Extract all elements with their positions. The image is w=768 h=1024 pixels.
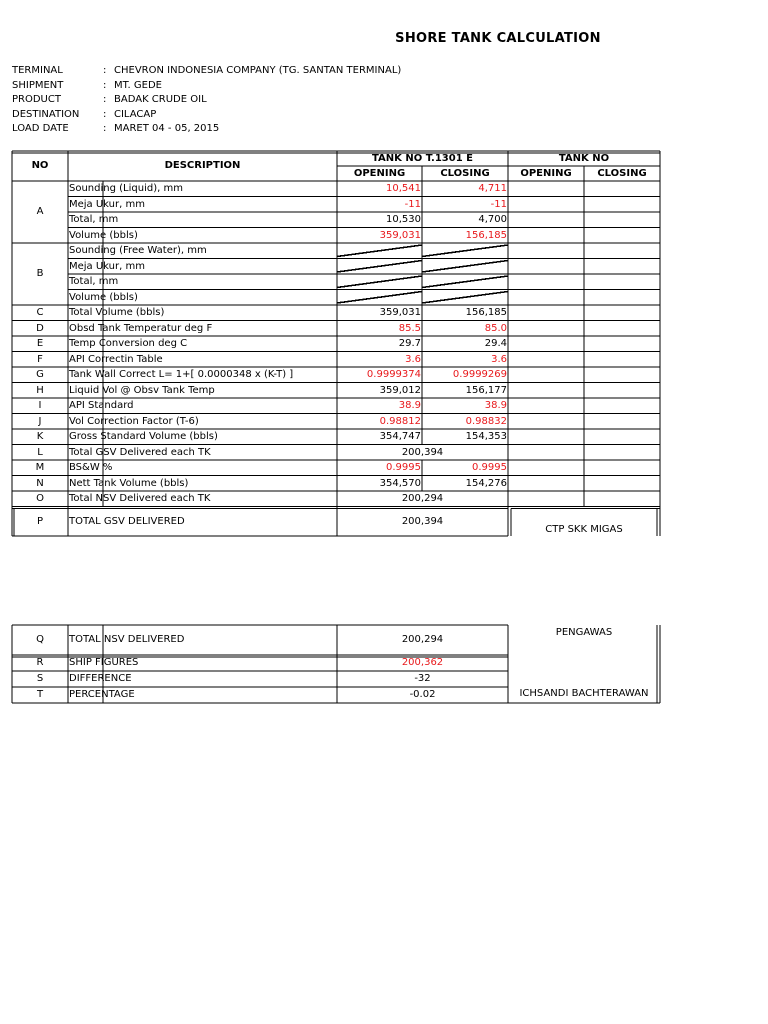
opening-value: 85.5 — [398, 322, 421, 334]
hatch-line — [337, 276, 422, 288]
opening-value: 354,570 — [379, 477, 421, 489]
row-description: PERCENTAGE — [69, 689, 135, 700]
row-number: H — [36, 384, 44, 396]
meta-colon: : — [103, 80, 107, 91]
pengawas-name: ICHSANDI BACHTERAWAN — [519, 688, 649, 699]
opening-value: 10,541 — [386, 183, 421, 194]
row-description: Total GSV Delivered each TK — [69, 446, 211, 458]
closing-value: -11 — [490, 198, 507, 210]
meta-label: LOAD DATE — [12, 123, 69, 134]
opening-value: 0.9995 — [386, 462, 421, 473]
closing-value: 0.9995 — [472, 462, 507, 473]
meta-value: MARET 04 - 05, 2015 — [114, 123, 220, 134]
header-tank-2: TANK NO — [558, 153, 610, 164]
opening-value: 0.98812 — [379, 415, 421, 427]
summary-value: 200,362 — [401, 657, 444, 668]
meta-colon: : — [103, 94, 107, 105]
meta-label: SHIPMENT — [12, 80, 64, 91]
opening-value: 3.6 — [405, 353, 421, 365]
row-description: DIFFERENCE — [69, 673, 132, 684]
row-number: D — [36, 322, 44, 334]
document-title: SHORE TANK CALCULATION — [395, 31, 601, 46]
row-description: Obsd Tank Temperatur deg F — [69, 322, 213, 334]
row-number: I — [38, 400, 42, 411]
row-number: R — [36, 657, 44, 668]
closing-value: 154,276 — [465, 477, 507, 489]
row-number: T — [36, 689, 44, 700]
row-number: C — [36, 307, 44, 318]
opening-value: 359,012 — [379, 384, 421, 396]
closing-value: 4,700 — [478, 214, 507, 225]
row-description: Sounding (Free Water), mm — [69, 245, 207, 256]
closing-value: 85.0 — [484, 322, 507, 334]
row-number: Q — [36, 634, 44, 645]
row-description: Volume (bbls) — [69, 291, 138, 303]
opening-value: 359,031 — [379, 307, 421, 318]
row-description: Total, mm — [69, 276, 119, 287]
pengawas-label: PENGAWAS — [555, 627, 613, 638]
meta-value: CILACAP — [114, 109, 157, 120]
total-gsv-value: 200,394 — [401, 515, 444, 527]
opening-value: 0.9999374 — [366, 369, 421, 380]
row-description: Nett Tank Volume (bbls) — [69, 477, 189, 489]
opening-value: 10,530 — [386, 214, 421, 225]
opening-value: -11 — [404, 198, 421, 210]
closing-value: 156,185 — [465, 307, 507, 318]
row-number: K — [36, 431, 44, 442]
row-description: API Correctin Table — [69, 353, 163, 365]
meta-colon: : — [103, 123, 107, 134]
merged-value: 200,394 — [401, 446, 444, 458]
row-description: Liquid Vol @ Obsv Tank Temp — [69, 384, 215, 396]
header-description: DESCRIPTION — [164, 160, 241, 171]
row-description: Meja Ukur, mm — [69, 198, 145, 210]
header-opening: OPENING — [520, 168, 572, 179]
opening-value: 354,747 — [379, 431, 421, 442]
meta-value: CHEVRON INDONESIA COMPANY (TG. SANTAN TERMINAL) — [114, 65, 402, 76]
row-description: Total Volume (bbls) — [69, 307, 165, 318]
row-description: Sounding (Liquid), mm — [69, 183, 183, 194]
group-b-label: B — [36, 268, 44, 279]
meta-colon: : — [103, 65, 107, 76]
closing-value: 154,353 — [465, 431, 507, 442]
meta-label: DESTINATION — [12, 109, 80, 120]
header-opening: OPENING — [353, 168, 406, 179]
closing-value: 29.4 — [484, 338, 507, 349]
summary-value: -0.02 — [409, 689, 436, 700]
closing-value: 38.9 — [484, 400, 507, 411]
closing-value: 156,177 — [465, 384, 507, 396]
closing-value: 0.9999269 — [452, 369, 507, 380]
closing-value: 4,711 — [478, 183, 507, 194]
row-description: Vol Correction Factor (T-6) — [69, 415, 199, 427]
row-description: Total NSV Delivered each TK — [69, 493, 211, 504]
hatch-line — [422, 261, 508, 273]
row-number: O — [36, 493, 44, 504]
closing-value: 0.98832 — [465, 415, 507, 427]
row-number: P — [36, 515, 44, 527]
row-description: TOTAL GSV DELIVERED — [69, 515, 185, 527]
meta-colon: : — [103, 109, 107, 120]
row-description: SHIP FIGURES — [69, 657, 139, 668]
header-closing: CLOSING — [597, 168, 647, 179]
row-number: L — [37, 446, 43, 458]
opening-value: 359,031 — [379, 229, 421, 241]
signature-label: CTP SKK MIGAS — [545, 523, 623, 535]
meta-label: PRODUCT — [12, 94, 61, 105]
meta-value: MT. GEDE — [114, 80, 162, 91]
row-description: Temp Conversion deg C — [69, 338, 188, 349]
header-no: NO — [31, 160, 49, 171]
row-description: Volume (bbls) — [69, 229, 138, 241]
opening-value: 38.9 — [398, 400, 421, 411]
hatch-line — [337, 245, 422, 257]
row-number: M — [35, 462, 45, 473]
row-number: S — [36, 673, 44, 684]
hatch-line — [337, 261, 422, 273]
header-closing: CLOSING — [440, 168, 490, 179]
row-number: E — [36, 338, 44, 349]
hatch-line — [337, 292, 422, 304]
row-description: Total, mm — [69, 214, 119, 225]
hatch-line — [422, 245, 508, 257]
hatch-line — [422, 276, 508, 288]
merged-value: 200,294 — [401, 493, 444, 504]
closing-value: 156,185 — [465, 229, 507, 241]
row-description: TOTAL NSV DELIVERED — [69, 634, 185, 645]
row-description: API Standard — [69, 400, 134, 411]
opening-value: 29.7 — [398, 338, 421, 349]
group-a-label: A — [36, 206, 44, 217]
summary-value: 200,294 — [401, 634, 444, 645]
row-description: Gross Standard Volume (bbls) — [69, 431, 218, 442]
header-tank-1: TANK NO T.1301 E — [372, 153, 473, 164]
meta-label: TERMINAL — [12, 65, 63, 76]
row-description: BS&W % — [69, 462, 113, 473]
row-number: N — [36, 477, 44, 489]
row-description: Tank Wall Correct L= 1+[ 0.0000348 x (K-T) ] — [69, 369, 294, 380]
hatch-line — [422, 292, 508, 304]
row-description: Meja Ukur, mm — [69, 260, 145, 272]
closing-value: 3.6 — [491, 353, 507, 365]
row-number: F — [37, 353, 43, 365]
row-number: G — [36, 369, 44, 380]
meta-value: BADAK CRUDE OIL — [114, 94, 207, 105]
row-number: J — [38, 415, 42, 427]
summary-value: -32 — [414, 673, 431, 684]
